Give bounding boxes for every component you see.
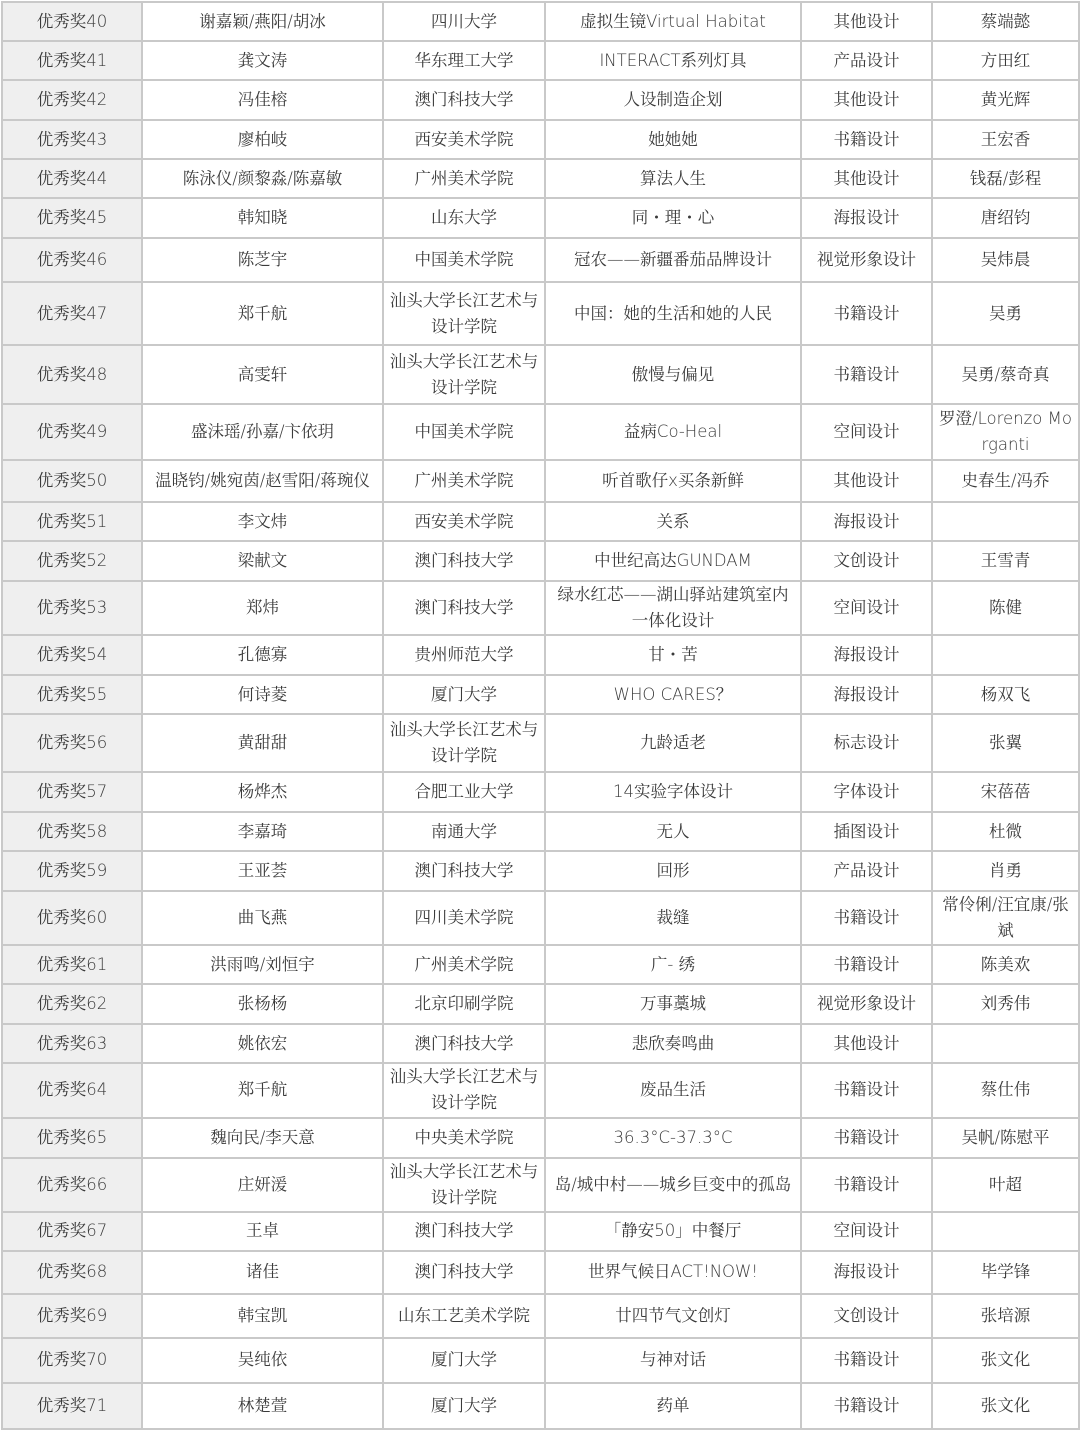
advisor-cell: 蔡端懿 — [932, 2, 1079, 41]
category-cell: 海报设计 — [801, 1251, 932, 1294]
category-cell: 插图设计 — [801, 812, 932, 851]
work-title-cell: 虚拟生镜Virtual Habitat — [545, 2, 801, 41]
table-row — [2, 80, 1079, 120]
table-row — [2, 159, 1079, 198]
award-cell: 优秀奖50 — [2, 460, 142, 502]
work-title-cell: INTERACT系列灯具 — [545, 41, 801, 80]
advisor-cell: 杜微 — [932, 812, 1079, 851]
work-title-cell: 傲慢与偏见 — [545, 345, 801, 404]
work-title-cell: 甘・苦 — [545, 635, 801, 675]
work-title-cell: 广- 绣 — [545, 945, 801, 984]
work-title-cell: 悲欣奏鸣曲 — [545, 1024, 801, 1063]
category-cell: 空间设计 — [801, 404, 932, 460]
advisor-cell — [932, 635, 1079, 675]
award-cell: 优秀奖61 — [2, 945, 142, 984]
category-cell: 书籍设计 — [801, 945, 932, 984]
award-cell: 优秀奖49 — [2, 404, 142, 460]
advisor-cell: 杨双飞 — [932, 675, 1079, 714]
category-cell: 其他设计 — [801, 2, 932, 41]
award-cell: 优秀奖66 — [2, 1158, 142, 1212]
award-cell: 优秀奖43 — [2, 120, 142, 159]
school-cell: 南通大学 — [383, 812, 545, 851]
category-cell: 书籍设计 — [801, 1338, 932, 1383]
school-cell: 合肥工业大学 — [383, 772, 545, 812]
table-row — [2, 675, 1079, 714]
advisor-cell: 刘秀伟 — [932, 984, 1079, 1024]
authors-cell: 廖柏岐 — [142, 120, 383, 159]
category-cell: 其他设计 — [801, 80, 932, 120]
table-row — [2, 812, 1079, 851]
category-cell: 书籍设计 — [801, 1158, 932, 1212]
advisor-cell: 王雪青 — [932, 541, 1079, 581]
table-row — [2, 1338, 1079, 1383]
advisor-cell: 方田红 — [932, 41, 1079, 80]
category-cell: 书籍设计 — [801, 282, 932, 345]
table-row — [2, 581, 1079, 635]
advisor-cell: 黄光辉 — [932, 80, 1079, 120]
advisor-cell: 钱磊/彭程 — [932, 159, 1079, 198]
authors-cell: 梁献文 — [142, 541, 383, 581]
award-cell: 优秀奖58 — [2, 812, 142, 851]
category-cell: 产品设计 — [801, 851, 932, 891]
award-cell: 优秀奖63 — [2, 1024, 142, 1063]
advisor-cell: 张培源 — [932, 1294, 1079, 1338]
awards-table-body — [2, 2, 1079, 1429]
authors-cell: 黄甜甜 — [142, 714, 383, 772]
category-cell: 书籍设计 — [801, 1063, 932, 1117]
school-cell: 西安美术学院 — [383, 120, 545, 159]
award-cell: 优秀奖67 — [2, 1212, 142, 1251]
table-row — [2, 404, 1079, 460]
school-cell: 汕头大学长江艺术与设计学院 — [383, 282, 545, 345]
advisor-cell: 吴勇/蔡奇真 — [932, 345, 1079, 404]
table-row — [2, 1383, 1079, 1429]
work-title-cell: 与神对话 — [545, 1338, 801, 1383]
work-title-cell: 同・理・心 — [545, 198, 801, 238]
award-cell: 优秀奖57 — [2, 772, 142, 812]
authors-cell: 王亚荟 — [142, 851, 383, 891]
authors-cell: 孔德寡 — [142, 635, 383, 675]
school-cell: 汕头大学长江艺术与设计学院 — [383, 714, 545, 772]
award-cell: 优秀奖56 — [2, 714, 142, 772]
work-title-cell: 中国：她的生活和她的人民 — [545, 282, 801, 345]
category-cell: 视觉形象设计 — [801, 238, 932, 282]
work-title-cell: 人设制造企划 — [545, 80, 801, 120]
school-cell: 山东大学 — [383, 198, 545, 238]
authors-cell: 冯佳榕 — [142, 80, 383, 120]
advisor-cell: 史春生/冯乔 — [932, 460, 1079, 502]
school-cell: 四川美术学院 — [383, 891, 545, 945]
school-cell: 广州美术学院 — [383, 460, 545, 502]
award-cell: 优秀奖70 — [2, 1338, 142, 1383]
award-cell: 优秀奖51 — [2, 502, 142, 541]
table-row — [2, 945, 1079, 984]
advisor-cell — [932, 1212, 1079, 1251]
authors-cell: 韩宝凯 — [142, 1294, 383, 1338]
category-cell: 文创设计 — [801, 541, 932, 581]
authors-cell: 李嘉琦 — [142, 812, 383, 851]
category-cell: 海报设计 — [801, 198, 932, 238]
table-row — [2, 1158, 1079, 1212]
work-title-cell: 回形 — [545, 851, 801, 891]
award-cell: 优秀奖48 — [2, 345, 142, 404]
advisor-cell: 唐绍钧 — [932, 198, 1079, 238]
authors-cell: 陈芝宇 — [142, 238, 383, 282]
category-cell: 书籍设计 — [801, 120, 932, 159]
advisor-cell: 吴帆/陈慰平 — [932, 1118, 1079, 1158]
work-title-cell: 她她她 — [545, 120, 801, 159]
school-cell: 贵州师范大学 — [383, 635, 545, 675]
authors-cell: 魏向民/李天意 — [142, 1118, 383, 1158]
work-title-cell: 关系 — [545, 502, 801, 541]
authors-cell: 杨烨杰 — [142, 772, 383, 812]
school-cell: 北京印刷学院 — [383, 984, 545, 1024]
school-cell: 澳门科技大学 — [383, 1024, 545, 1063]
table-row — [2, 502, 1079, 541]
award-cell: 优秀奖65 — [2, 1118, 142, 1158]
authors-cell: 张杨杨 — [142, 984, 383, 1024]
work-title-cell: 中世纪高达GUNDAM — [545, 541, 801, 581]
school-cell: 厦门大学 — [383, 675, 545, 714]
school-cell: 厦门大学 — [383, 1383, 545, 1429]
category-cell: 其他设计 — [801, 1024, 932, 1063]
school-cell: 澳门科技大学 — [383, 1212, 545, 1251]
school-cell: 澳门科技大学 — [383, 1251, 545, 1294]
work-title-cell: 冠农——新疆番茄品牌设计 — [545, 238, 801, 282]
advisor-cell: 罗澄/Lorenzo Morganti — [932, 404, 1079, 460]
category-cell: 海报设计 — [801, 502, 932, 541]
table-row — [2, 345, 1079, 404]
school-cell: 四川大学 — [383, 2, 545, 41]
category-cell: 书籍设计 — [801, 1118, 932, 1158]
authors-cell: 李文炜 — [142, 502, 383, 541]
authors-cell: 洪雨鸣/刘恒宇 — [142, 945, 383, 984]
school-cell: 澳门科技大学 — [383, 851, 545, 891]
table-row — [2, 1118, 1079, 1158]
advisor-cell: 叶超 — [932, 1158, 1079, 1212]
award-cell: 优秀奖46 — [2, 238, 142, 282]
school-cell: 澳门科技大学 — [383, 581, 545, 635]
authors-cell: 何诗菱 — [142, 675, 383, 714]
school-cell: 广州美术学院 — [383, 945, 545, 984]
table-row — [2, 41, 1079, 80]
category-cell: 标志设计 — [801, 714, 932, 772]
advisor-cell: 吴勇 — [932, 282, 1079, 345]
work-title-cell: 廿四节气文创灯 — [545, 1294, 801, 1338]
category-cell: 文创设计 — [801, 1294, 932, 1338]
table-row — [2, 714, 1079, 772]
work-title-cell: 岛/城中村——城乡巨变中的孤岛 — [545, 1158, 801, 1212]
award-cell: 优秀奖44 — [2, 159, 142, 198]
category-cell: 空间设计 — [801, 1212, 932, 1251]
category-cell: 其他设计 — [801, 159, 932, 198]
advisor-cell: 陈美欢 — [932, 945, 1079, 984]
school-cell: 中国美术学院 — [383, 404, 545, 460]
table-row — [2, 1024, 1079, 1063]
advisor-cell: 毕学锋 — [932, 1251, 1079, 1294]
category-cell: 海报设计 — [801, 635, 932, 675]
school-cell: 西安美术学院 — [383, 502, 545, 541]
authors-cell: 吴纯依 — [142, 1338, 383, 1383]
category-cell: 产品设计 — [801, 41, 932, 80]
category-cell: 书籍设计 — [801, 891, 932, 945]
award-cell: 优秀奖62 — [2, 984, 142, 1024]
work-title-cell: 无人 — [545, 812, 801, 851]
school-cell: 汕头大学长江艺术与设计学院 — [383, 1158, 545, 1212]
school-cell: 中国美术学院 — [383, 238, 545, 282]
work-title-cell: 「静安50」中餐厅 — [545, 1212, 801, 1251]
school-cell: 厦门大学 — [383, 1338, 545, 1383]
authors-cell: 诸佳 — [142, 1251, 383, 1294]
category-cell: 视觉形象设计 — [801, 984, 932, 1024]
award-cell: 优秀奖71 — [2, 1383, 142, 1429]
advisor-cell: 张文化 — [932, 1383, 1079, 1429]
advisor-cell: 吴炜晨 — [932, 238, 1079, 282]
authors-cell: 韩知晓 — [142, 198, 383, 238]
advisor-cell: 陈健 — [932, 581, 1079, 635]
award-cell: 优秀奖42 — [2, 80, 142, 120]
work-title-cell: 废品生活 — [545, 1063, 801, 1117]
advisor-cell: 张文化 — [932, 1338, 1079, 1383]
table-row — [2, 2, 1079, 41]
work-title-cell: 算法人生 — [545, 159, 801, 198]
work-title-cell: 听首歌仔x买条新鲜 — [545, 460, 801, 502]
table-row — [2, 984, 1079, 1024]
table-row — [2, 635, 1079, 675]
work-title-cell: 九龄适老 — [545, 714, 801, 772]
work-title-cell: 裁缝 — [545, 891, 801, 945]
authors-cell: 王卓 — [142, 1212, 383, 1251]
table-row — [2, 282, 1079, 345]
work-title-cell: WHO CARES？ — [545, 675, 801, 714]
table-row — [2, 891, 1079, 945]
authors-cell: 曲飞燕 — [142, 891, 383, 945]
authors-cell: 龚文涛 — [142, 41, 383, 80]
category-cell: 书籍设计 — [801, 345, 932, 404]
advisor-cell — [932, 502, 1079, 541]
award-cell: 优秀奖59 — [2, 851, 142, 891]
award-cell: 优秀奖69 — [2, 1294, 142, 1338]
school-cell: 广州美术学院 — [383, 159, 545, 198]
award-cell: 优秀奖40 — [2, 2, 142, 41]
category-cell: 海报设计 — [801, 675, 932, 714]
advisor-cell: 宋蓓蓓 — [932, 772, 1079, 812]
award-cell: 优秀奖55 — [2, 675, 142, 714]
advisor-cell: 王宏香 — [932, 120, 1079, 159]
table-row — [2, 1063, 1079, 1117]
award-cell: 优秀奖68 — [2, 1251, 142, 1294]
advisor-cell: 张翼 — [932, 714, 1079, 772]
work-title-cell: 36.3°C-37.3°C — [545, 1118, 801, 1158]
school-cell: 中央美术学院 — [383, 1118, 545, 1158]
award-cell: 优秀奖54 — [2, 635, 142, 675]
school-cell: 澳门科技大学 — [383, 541, 545, 581]
category-cell: 字体设计 — [801, 772, 932, 812]
work-title-cell: 世界气候日ACT!NOW! — [545, 1251, 801, 1294]
school-cell: 汕头大学长江艺术与设计学院 — [383, 345, 545, 404]
authors-cell: 林楚萱 — [142, 1383, 383, 1429]
award-cell: 优秀奖47 — [2, 282, 142, 345]
authors-cell: 温晓钧/姚宛茵/赵雪阳/蒋琬仪 — [142, 460, 383, 502]
category-cell: 其他设计 — [801, 460, 932, 502]
award-cell: 优秀奖60 — [2, 891, 142, 945]
award-cell: 优秀奖53 — [2, 581, 142, 635]
table-row — [2, 1212, 1079, 1251]
table-row — [2, 120, 1079, 159]
advisor-cell: 肖勇 — [932, 851, 1079, 891]
authors-cell: 姚依宏 — [142, 1024, 383, 1063]
school-cell: 澳门科技大学 — [383, 80, 545, 120]
table-row — [2, 1251, 1079, 1294]
work-title-cell: 绿水红芯——湖山驿站建筑室内一体化设计 — [545, 581, 801, 635]
table-row — [2, 1294, 1079, 1338]
authors-cell: 高雯轩 — [142, 345, 383, 404]
advisor-cell: 蔡仕伟 — [932, 1063, 1079, 1117]
school-cell: 汕头大学长江艺术与设计学院 — [383, 1063, 545, 1117]
award-cell: 优秀奖64 — [2, 1063, 142, 1117]
work-title-cell: 药单 — [545, 1383, 801, 1429]
authors-cell: 郑千航 — [142, 1063, 383, 1117]
award-cell: 优秀奖45 — [2, 198, 142, 238]
table-row — [2, 238, 1079, 282]
authors-cell: 谢嘉颖/燕阳/胡冰 — [142, 2, 383, 41]
table-row — [2, 772, 1079, 812]
awards-table — [1, 1, 1080, 1430]
authors-cell: 郑炜 — [142, 581, 383, 635]
category-cell: 空间设计 — [801, 581, 932, 635]
authors-cell: 庄妍湲 — [142, 1158, 383, 1212]
authors-cell: 盛沫瑶/孙嘉/卞依玥 — [142, 404, 383, 460]
table-row — [2, 460, 1079, 502]
advisor-cell: 常伶俐/汪宜康/张斌 — [932, 891, 1079, 945]
table-row — [2, 198, 1079, 238]
work-title-cell: 益病Co-Heal — [545, 404, 801, 460]
school-cell: 华东理工大学 — [383, 41, 545, 80]
award-cell: 优秀奖41 — [2, 41, 142, 80]
table-row — [2, 851, 1079, 891]
table-row — [2, 541, 1079, 581]
authors-cell: 郑千航 — [142, 282, 383, 345]
authors-cell: 陈泳仪/颜黎淼/陈嘉敏 — [142, 159, 383, 198]
school-cell: 山东工艺美术学院 — [383, 1294, 545, 1338]
work-title-cell: 14实验字体设计 — [545, 772, 801, 812]
award-cell: 优秀奖52 — [2, 541, 142, 581]
work-title-cell: 万事藁城 — [545, 984, 801, 1024]
category-cell: 书籍设计 — [801, 1383, 932, 1429]
advisor-cell — [932, 1024, 1079, 1063]
